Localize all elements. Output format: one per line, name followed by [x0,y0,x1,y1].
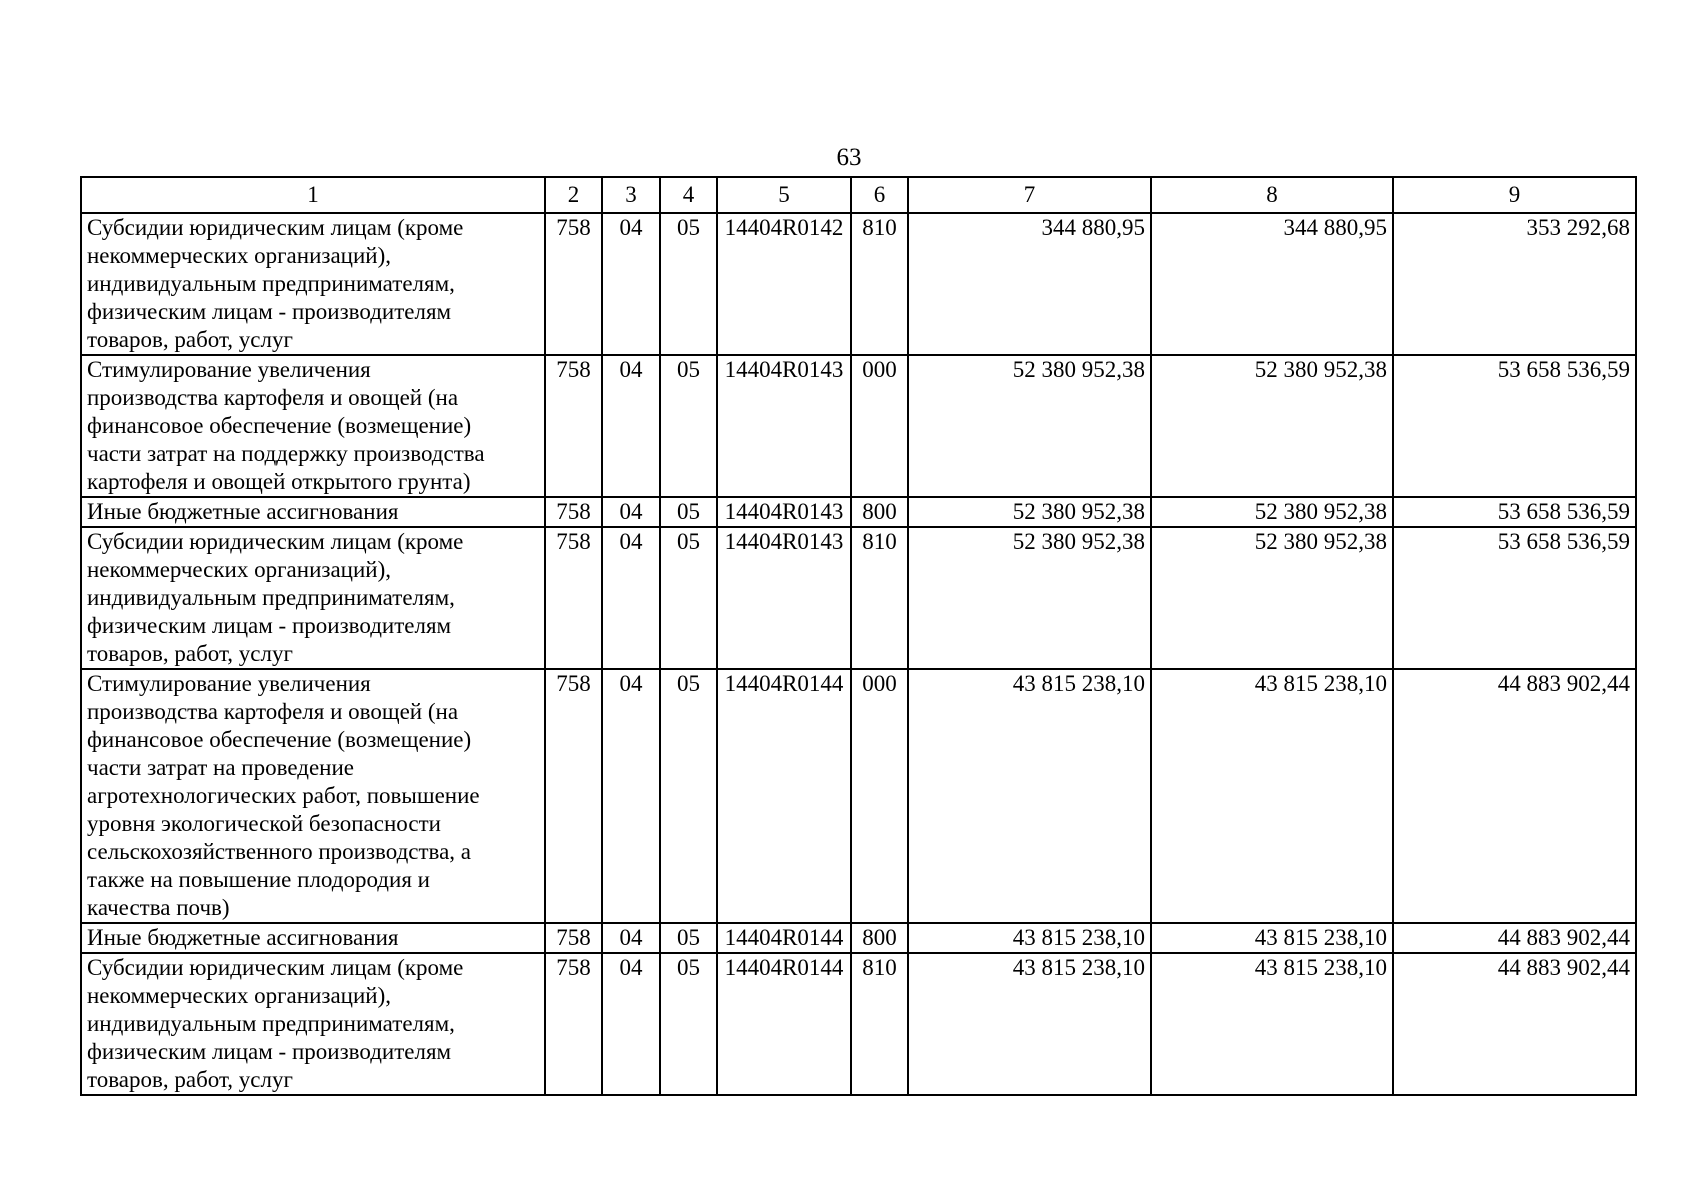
row-code-4: 05 [660,497,717,527]
row-amount-7: 43 815 238,10 [908,953,1151,1095]
row-amount-7: 52 380 952,38 [908,355,1151,497]
row-amount-8: 52 380 952,38 [1151,355,1393,497]
row-amount-9: 53 658 536,59 [1393,355,1636,497]
row-code-3: 04 [602,213,660,355]
row-amount-9: 44 883 902,44 [1393,953,1636,1095]
row-description: Субсидии юридическим лицам (кроме некоммерческих организаций), индивидуальным предпринимателям, физическим лицам - производителям товаров, работ, услуг [81,953,545,1095]
row-code-4: 05 [660,953,717,1095]
row-code-5: 14404R0143 [717,355,851,497]
row-code-4: 05 [660,355,717,497]
row-code-5: 14404R0144 [717,953,851,1095]
table-row [81,923,1636,953]
row-amount-8: 52 380 952,38 [1151,497,1393,527]
column-header-5: 5 [717,177,851,213]
row-amount-9: 53 658 536,59 [1393,527,1636,669]
row-code-3: 04 [602,527,660,669]
column-header-4: 4 [660,177,717,213]
column-header-2: 2 [545,177,602,213]
row-amount-9: 44 883 902,44 [1393,923,1636,953]
row-code-5: 14404R0143 [717,497,851,527]
row-code-5: 14404R0142 [717,213,851,355]
row-amount-7: 344 880,95 [908,213,1151,355]
row-description: Субсидии юридическим лицам (кроме некоммерческих организаций), индивидуальным предпринимателям, физическим лицам - производителям товаров, работ, услуг [81,527,545,669]
row-code-2: 758 [545,923,602,953]
row-code-3: 04 [602,923,660,953]
row-amount-7: 52 380 952,38 [908,527,1151,669]
row-code-6: 800 [851,497,908,527]
table-row [81,213,1636,355]
row-amount-7: 52 380 952,38 [908,497,1151,527]
row-code-6: 810 [851,527,908,669]
page-number: 63 [836,144,862,171]
row-code-2: 758 [545,669,602,923]
column-header-7: 7 [908,177,1151,213]
row-code-3: 04 [602,669,660,923]
column-header-8: 8 [1151,177,1393,213]
row-code-2: 758 [545,497,602,527]
row-amount-9: 353 292,68 [1393,213,1636,355]
row-code-5: 14404R0144 [717,923,851,953]
row-amount-8: 344 880,95 [1151,213,1393,355]
row-code-3: 04 [602,497,660,527]
row-code-2: 758 [545,355,602,497]
table-row [81,497,1636,527]
budget-table [80,176,1637,1096]
row-code-2: 758 [545,213,602,355]
row-description: Стимулирование увеличения производства картофеля и овощей (на финансовое обеспечение (возмещение) части затрат на поддержку производства картофеля и овощей открытого грунта) [81,355,545,497]
row-code-5: 14404R0143 [717,527,851,669]
column-header-6: 6 [851,177,908,213]
row-code-4: 05 [660,669,717,923]
row-description: Субсидии юридическим лицам (кроме некоммерческих организаций), индивидуальным предпринимателям, физическим лицам - производителям товаров, работ, услуг [81,213,545,355]
row-amount-7: 43 815 238,10 [908,923,1151,953]
row-code-6: 000 [851,669,908,923]
table-header-row [81,177,1636,213]
row-amount-7: 43 815 238,10 [908,669,1151,923]
row-code-6: 800 [851,923,908,953]
row-description: Стимулирование увеличения производства картофеля и овощей (на финансовое обеспечение (возмещение) части затрат на проведение агротехнологических работ, повышение уровня экологической безопасности сельскохозяйственного производства, а также на повышение плодородия и качества почв) [81,669,545,923]
row-code-6: 810 [851,953,908,1095]
column-header-3: 3 [602,177,660,213]
column-header-1: 1 [81,177,545,213]
row-code-2: 758 [545,527,602,669]
table-row [81,953,1636,1095]
row-code-6: 000 [851,355,908,497]
row-code-5: 14404R0144 [717,669,851,923]
row-description: Иные бюджетные ассигнования [81,497,545,527]
row-amount-8: 43 815 238,10 [1151,923,1393,953]
row-code-4: 05 [660,527,717,669]
row-code-6: 810 [851,213,908,355]
row-code-4: 05 [660,213,717,355]
row-code-4: 05 [660,923,717,953]
table-row [81,355,1636,497]
table-row [81,527,1636,669]
row-amount-9: 53 658 536,59 [1393,497,1636,527]
row-amount-8: 52 380 952,38 [1151,527,1393,669]
table-row [81,669,1636,923]
row-code-3: 04 [602,355,660,497]
row-code-2: 758 [545,953,602,1095]
row-description: Иные бюджетные ассигнования [81,923,545,953]
row-amount-8: 43 815 238,10 [1151,669,1393,923]
column-header-9: 9 [1393,177,1636,213]
row-code-3: 04 [602,953,660,1095]
row-amount-8: 43 815 238,10 [1151,953,1393,1095]
row-amount-9: 44 883 902,44 [1393,669,1636,923]
